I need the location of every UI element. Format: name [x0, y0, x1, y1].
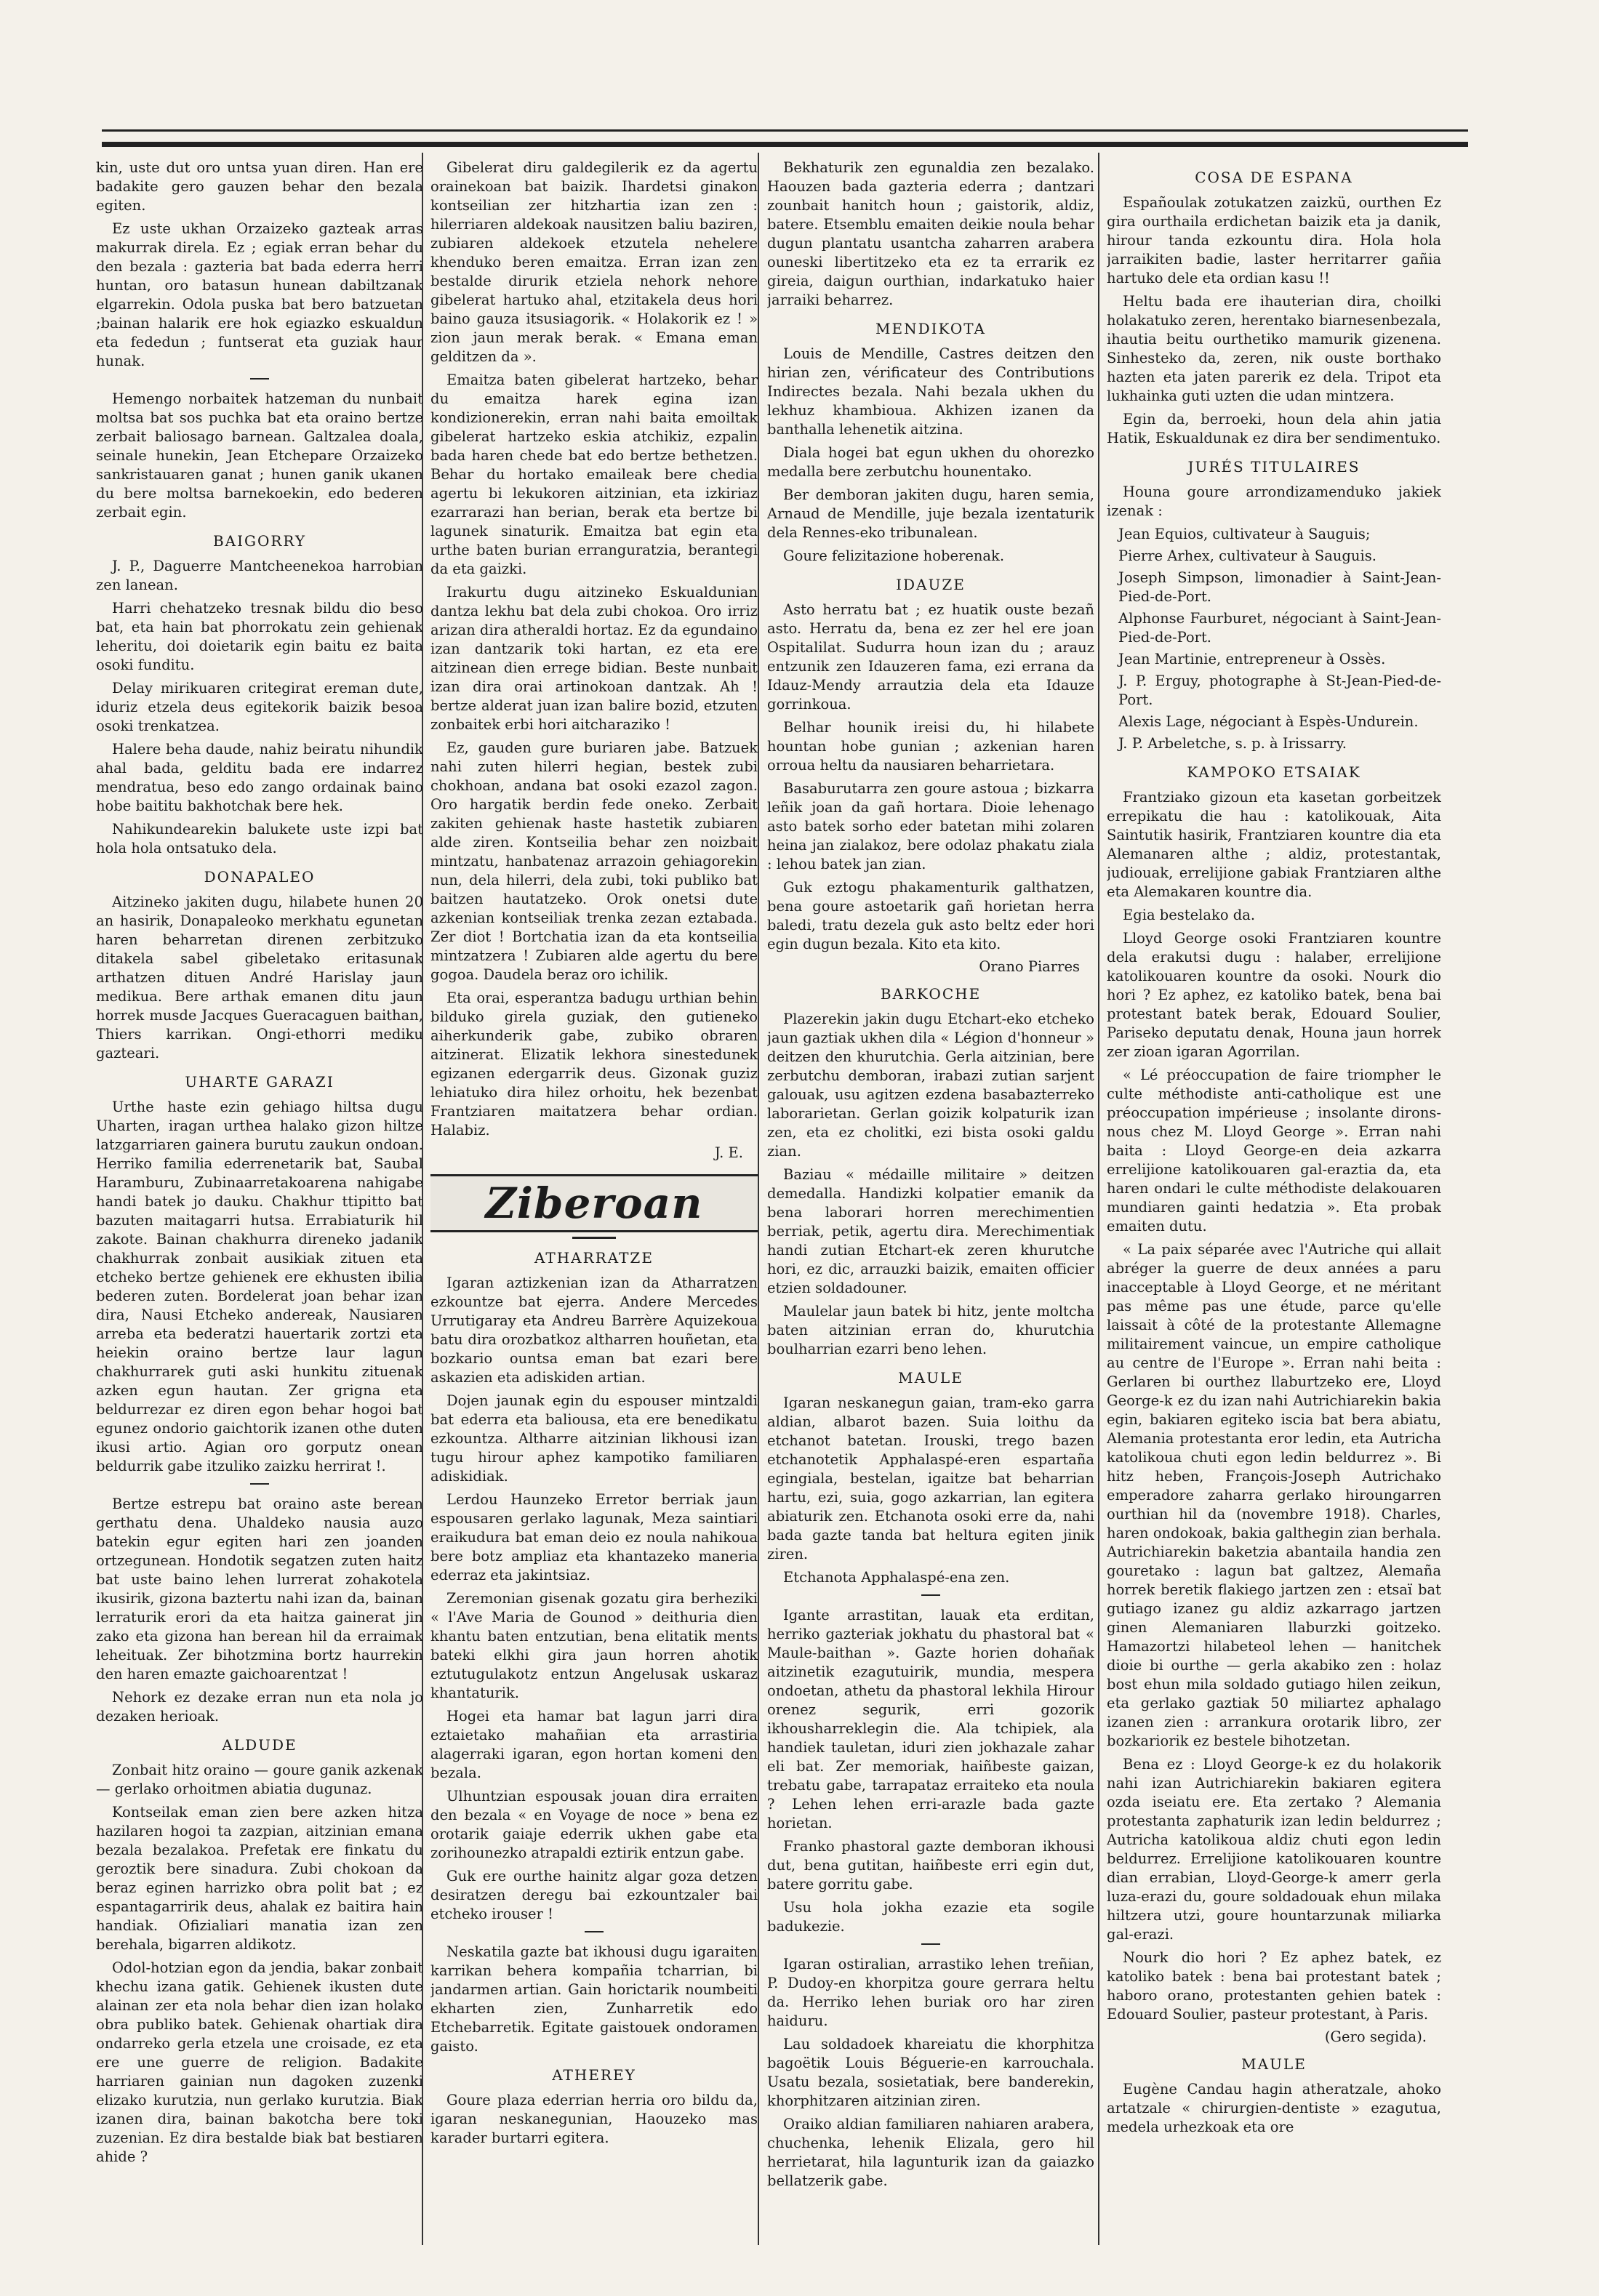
section-heading-jures: JURÉS TITULAIRES: [1187, 458, 1360, 475]
paragraph: Kontseilak eman zien bere azken hitza hazilaren hogoi ta zazpian, aitzinian emana bezala bezalakoa. Prefetak ere finkatu du geroztik bere sinadura. Zubi chokoan da beraz eginen harrizko obra polit bat ; ez espantagarririk deus, ahalak ez baitira hain handiak. Ofizialiari manatia izan zen berehala, bigarren aldikotz.: [96, 1804, 423, 1953]
paragraph: Ez, gauden gure buriaren jabe. Batzuek nahi zuten hilerri hegian, bestek zubi chokhoan, andana bat osoki ezazol zagon. Oro hargatik berdin fede oneko. Zerbait zakiten gehienak haste hastetik zubiaren alde ziren. Kontseilia behar zen noizbait mintzatu, hanbatenaz arrazoin gehiagorekin nun, dela hilerri, dela zubi, toki publiko bat baitzen hautatzeko. Orok onetsi dute azkenian kontseiliak trenka zezan eztabada. Zer diot ! Bortchatia izan da eta kontseilia mintzatzera ! Zubiaren alde agertu du bere gogoa. Daudela beraz oro ichilik.: [430, 739, 758, 983]
paragraph: Zeremonian gisenak gozatu gira berheziki « l'Ave Maria de Gounod » deithuria dien khantu baten entzutian, bena elitatik ments bateki elkhi gira jaun horren ahotik eztutugulakotz entzun Angelusak uskaraz khantaturik.: [430, 1590, 758, 1701]
header-rule: [102, 129, 1468, 147]
paragraph: Goure felizitazione hoberenak.: [783, 547, 1005, 564]
column-rule: [1098, 153, 1099, 2245]
section-heading-barkoche: BARKOCHE: [880, 985, 982, 1003]
column-3: [767, 158, 1094, 2252]
paragraph: Franko phastoral gazte demboran ikhousi dut, bena gutitan, haiñbeste erri egin dut, batere gorritu gabe.: [767, 1838, 1094, 1892]
paragraph: Halere beha daude, nahiz beiratu nihundik ahal bada, gelditu bada ere indarrez mendratua, beso edo zango ordainak baino hobe baititu bakhotchak bere hek.: [96, 741, 423, 814]
column-1: [96, 158, 423, 2252]
paragraph: Nahikundearekin balukete uste izpi bat hola hola ontsatuko dela.: [96, 821, 423, 856]
paragraph: Neskatila gazte bat ikhousi dugu igaraiten karrikan behera kompañia tcharrian, bi jandarmen artian. Gain horictarik noumbeiti ekharten zien, Zunharretik edo Etchebarretik. Egitate gaistouek ondoramen gaisto.: [430, 1943, 758, 2055]
column-rule: [758, 153, 759, 2245]
paragraph: Odol-hotzian egon da jendia, bakar zonbait khechu izana gatik. Gehienek ikusten dute alainan zer eta nola behar dien izan holako obra publiko batek. Gehienak ohartiak dira ondarreko gerla etzela une croisade, ez eta ere une guerre de religion. Badakite harriaren gainian nun dagoken zuzenki elizako kurutzia, nun gerlako kurutzia. Biak izanen dira, bainan bakotcha bere toki zuzenian. Ez dira bestalde biak bat bestiaren ahide ?: [96, 1959, 423, 2165]
paragraph: Bekhaturik zen egunaldia zen bezalako. Haouzen bada gazteria ederra ; dantzari zounbait hanitch houn ; gaistorik, aldiz, batere. Etsemblu emaiten deikie noula behar dugun plantatu usantcha zaharren arabera ouneski libertitzeko eta ez ta errarik ez gireia, daigun ourthian, indarkatuko haier jarraiki beharrez.: [767, 159, 1094, 308]
paragraph: Zonbait hitz oraino — goure ganik azkenak — gerlako orhoitmen abiatia dugunaz.: [96, 1762, 423, 1797]
paragraph: Nourk dio hori ? Ez aphez batek, ez katoliko batek : bena bai protestant batek ; haboro orano, protestanten gehien batek : Edouard Soulier, pasteur protestant, à Paris.: [1107, 1949, 1441, 2023]
section-heading-maule: MAULE: [898, 1369, 963, 1386]
paragraph: Egin da, berroeki, houn dela ahin jatia Hatik, Eskualdunak ez dira ber sendimentuko.: [1107, 411, 1441, 446]
jures-list: [1107, 525, 1441, 753]
paragraph: Españoulak zotukatzen zaizkü, ourthen Ez gira ourthaila erdichetan baizik eta ja danik, hirour tanda ezkountu dira. Hola hola jarraikiten badie, laster herritarrer gañia hartuko dele eta ordian kasu !!: [1107, 194, 1441, 286]
paragraph: Houna goure arrondizamenduko jakiek izenak :: [1107, 483, 1441, 519]
section-banner-ziberoan: [430, 1174, 758, 1232]
paragraph: Goure plaza ederrian herria oro bildu da, igaran neskanegunian, Haouzeko mas karader burtarri egitera.: [430, 2092, 758, 2146]
paragraph: Irakurtu dugu aitzineko Eskualdunian dantza lekhu bat dela zubi chokoa. Oro irriz arizan dira atheraldi hortaz. Ez da egundaino izan dantzarik toki hartan, ez eta ere aitzinean dien errege bidian. Beste nunbait izan dira orai artinokoan dantzak. Ah ! bertze alderat juan izan balire bozid, etzuten zonbaitek erbi hori aitcharaziko !: [430, 584, 758, 733]
section-heading-cosa-de-espana: COSA DE ESPANA: [1195, 169, 1353, 186]
list-item: Alexis Lage, négociant à Espès-Undurein.: [1118, 713, 1419, 730]
paragraph: Emaitza baten gibelerat hartzeko, behar du emaitza harek egina izan kondizionerekin, erran nahi baita emoiltak gibelerat hartzeko eskia atchikiz, ezpalin bada haren chede bat edo bertze bethetzen. Behar du hortako emaileak bere chedia agertu bi lekukoren aitzinian, eta izkiriaz ezarrarazi han berian, berak eta bertze bi lagunek sinaturik. Emaitza bat egin eta urthe baten burian erranguratzia, berantegi da eta gaizki.: [430, 372, 758, 577]
separator: [572, 1237, 616, 1239]
separator: [585, 1931, 604, 1932]
paragraph: Aitzineko jakiten dugu, hilabete hunen 20 an hasirik, Donapaleoko merkhatu egunetan haren beharretan direnen zerbitzuko ditakela sabel gibeletako eritasunak arthatzen dituen André Harislay jaun medikua. Bere arthak emanen ditu jaun horrek musde Jacques Gueracaguen baithan, Thiers karrikan. Ongi-ethorri mediku gazteari.: [96, 894, 423, 1061]
paragraph: Guk eztogu phakamenturik galthatzen, bena goure astoetarik gañ horietan herra baledi, tratu dezela guk asto beltz eder hori egin dugun bezala. Kito eta kito.: [767, 879, 1094, 952]
paragraph: Bertze estrepu bat oraino aste berean gerthatu dena. Uhaldeko nausia auzo batekin egur egiten hari zen joanden ortzegunean. Hondotik segatzen zuten haitz bat uste baino lehen lurrerat zohakotela ikusirik, gizona baztertu nahi izan da, bainan lerraturik erori da eta haitza gainerat jin zako eta gizona han berean hil da erraimak leheituak. Zer bihotzmina bortz haurrekin den haren emazte gaichoarentzat !: [96, 1496, 423, 1682]
paragraph: Gibelerat diru galdegilerik ez da agertu orainekoan bat baizik. Ihardetsi ginakon kontseilian zer hitzhartia izan zen : hilerriaren aldekoak nausitzen baliu baziren, zubiaren aldekoek etzutela nehelere khenduko beren emaitza. Erran izan zen bestalde dirurik etziela nehork nehore gibelerat hartuko ahal, etzitakela deus hori baino gauza itsusiagorik. « Holakorik ez ! » zion jaun merak berak. « Emana eman gelditzen da ».: [430, 159, 758, 365]
paragraph: Igaran ostiralian, arrastiko lehen treñian, P. Dudoy-en khorpitza goure gerrara heltu da. Herriko lehen buriak oro har ziren haiduru.: [767, 1956, 1094, 2029]
paragraph: Igante arrastitan, lauak eta erditan, herriko gazteriak jokhatu du phastoral bat « Maule-baithan ». Gazte horien dohañak aitzinetik ezagutuirik, mundia, mespera ondoetan, athetu da phastoral lekhila Hirour orenez segurik, erri gozorik ikhousharreklegin die. Ala tchipiek, ala handiek tauletan, iduri zien jokhazale zahar eli bat. Zer memoriak, haiñbeste gaizan, trebatu gabe, tarrapataz erraiteko eta noula ? Lehen lehen erri-arazle bada gazte horietan.: [767, 1607, 1094, 1831]
section-heading-maule-2: MAULE: [1241, 2055, 1307, 2073]
section-heading-mendikota: MENDIKOTA: [875, 320, 986, 337]
paragraph: Heltu bada ere ihauterian dira, choilki holakatuko zeren, herentako biarnesenbezala, ihautia beitu ourthetiko mamurik gizenena. Sinhesteko da, zeren, nik ouste borthako hazten eta jaten parerik ez dela. Tripot eta lukhainka guti uzten die udan mintzera.: [1107, 293, 1441, 404]
section-heading-uharte: UHARTE GARAZI: [185, 1073, 334, 1091]
separator: [921, 1594, 940, 1596]
paragraph: J. P., Daguerre Mantcheenekoa harrobian zen lanean.: [96, 558, 423, 593]
paragraph: Maulelar jaun batek bi hitz, jente moltcha baten aitzinian erran do, khurutchia boulharrian ezarri beno lehen.: [767, 1303, 1094, 1357]
paragraph: Eta orai, esperantza badugu urthian behin bilduko girela guziak, den gutieneko aiherkunderik gabe, zubiko obraren aitzinerat. Elizatik lekhora sinestedunek egizanen edergarrik deus. Gizonak guziz lehiatuko dira hilez orhoitu, hek bezenbat Frantziaren maitatzera behar ordian. Halabiz.: [430, 990, 758, 1139]
paragraph: Hogei eta hamar bat lagun jarri dira eztaietako mahañian eta arrastiria alagerraki igaran, egon hortan komeni den bezala.: [430, 1708, 758, 1781]
paragraph: Frantziako gizoun eta kasetan gorbeitzek errepikatu die hau : katolikouak, Aita Saintutik hasirik, Frantziaren kountre dia eta Alemanaren althe ; aldiz, protestantak, judiouak, errelijione gabiak Frantziaren althe eta Alemakaren kountre dia.: [1107, 789, 1441, 900]
section-heading-donapaleo: DONAPALEO: [204, 868, 316, 886]
column-2: [430, 158, 758, 2252]
paragraph: « Lé préoccupation de faire triompher le culte méthodiste anti-catholique est une préoccupation impérieuse ; insolante dirons-nous chez M. Lloyd George ». Erran nahi baita : Lloyd George-en deia azkarra errelijione katolikouaren gal-eraztia da, eta haren ondari le culte méthodiste delakouaren mundiaren gainti hedatzia ». Eta probak emaiten dutu.: [1107, 1067, 1441, 1235]
list-item: Joseph Simpson, limonadier à Saint-Jean-Pied-de-Port.: [1118, 569, 1441, 605]
paragraph: Delay mirikuaren critegirat ereman dute, iduriz etzela deus egitekorik baizik besoa osoki trenkatzea.: [96, 680, 423, 734]
list-item: J. P. Arbeletche, s. p. à Irissarry.: [1118, 735, 1347, 752]
paragraph: Baziau « médaille militaire » deitzen demedalla. Handizki kolpatier emanik da bena laborari horren merechimentien berriak, petik, agertu dira. Merechimentiak handi zutian Etchart-ek zeren khurutche hori, ez dic, arrauzki baizik, emaiten officier etzien soldadouner.: [767, 1166, 1094, 1296]
paragraph: Ber demboran jakiten dugu, haren semia, Arnaud de Mendille, juje bezala izentaturik dela Rennes-eko tribunalean.: [767, 486, 1094, 541]
banner-title: Ziberoan: [485, 1179, 703, 1228]
paragraph: Ulhuntzian espousak jouan dira erraiten den bezala « en Voyage de noce » bena ez orotarik gaiaje ederrik ukhen gabe eta zorihounezko atrapaldi eztirik entzun gabe.: [430, 1788, 758, 1861]
list-item: Alphonse Faurburet, négociant à Saint-Jean-Pied-de-Port.: [1118, 610, 1441, 646]
paragraph: kin, uste dut oro untsa yuan diren. Han ere badakite gero gauzen behar den bezala egiten.: [96, 159, 423, 214]
paragraph: Lau soldadoek khareiatu die khorphitza bagoëtik Louis Béguerie-en karrouchala. Usatu bezala, sosietatiak, bere banderekin, khorphitzaren aitzinian ziren.: [767, 2036, 1094, 2109]
section-heading-atherey: ATHEREY: [552, 2066, 636, 2084]
list-item: J. P. Erguy, photographe à St-Jean-Pied-de-Port.: [1118, 673, 1441, 708]
list-item: Pierre Arhex, cultivateur à Sauguis.: [1118, 547, 1376, 564]
paragraph: Etchanota Apphalaspé-ena zen.: [783, 1569, 1010, 1586]
paragraph: Oraiko aldian familiaren nahiaren arabera, chuchenka, lehenik Elizala, gero hil herrietarat, hila lagunturik izan da gaiazko bellatzerik gabe.: [767, 2116, 1094, 2189]
section-heading-atharratze: ATHARRATZE: [534, 1249, 654, 1267]
paragraph: Guk ere ourthe hainitz algar goza detzen desiratzen deregu bai ezkountzaler bai etcheko irouser !: [430, 1868, 758, 1922]
paragraph: Louis de Mendille, Castres deitzen den hirian zen, vérificateur des Contributions Indirectes bezala. Nahi bezala ukhen du lekhuz khambioua. Akhizen izanen da banthalla lehenetik aitzina.: [767, 345, 1094, 438]
paragraph: Lerdou Haunzeko Erretor berriak jaun espousaren gerlako lagunak, Meza saintiari eraikudura bat eman deio ez noula nahikoua bere botz ampliaz eta khantazeko maneria ederraz eta jakintsiaz.: [430, 1491, 758, 1583]
signature: Orano Piarres: [979, 958, 1080, 975]
paragraph: Egia bestelako da.: [1123, 907, 1256, 923]
paragraph: Ez uste ukhan Orzaizeko gazteak arras makurrak direla. Ez ; egiak erran behar du den bezala : gazteria bat bada ederra herri huntan, oro batasun hunean dabiltzanak elgarrekin. Odola puska bat bero batzuetan ;bainan halarik ere hok egiazko eskualdun eta fededun ; funtserat eta guziak haur hunak.: [96, 220, 423, 369]
paragraph: Plazerekin jakin dugu Etchart-eko etcheko jaun gaztiak ukhen dila « Légion d'honneur » deitzen den khurutchia. Gerla aitzinian, bere zerbutchu demboran, irabazi zutian sarjent galouak, usu agitzen ezdena basabazterreko laborarietan. Gerlan goizik kolpaturik izan zen, eta ez cholitki, ezi bista osoki galdu zian.: [767, 1011, 1094, 1160]
paragraph: Diala hogei bat egun ukhen du ohorezko medalla bere zerbutchu hounentako.: [767, 444, 1094, 480]
paragraph: Usu hola jokha ezazie eta sogile badukezie.: [767, 1899, 1094, 1935]
list-item: Jean Equios, cultivateur à Sauguis;: [1118, 526, 1371, 542]
column-4: [1107, 158, 1441, 2252]
paragraph: Dojen jaunak egin du espouser mintzaldi bat ederra eta baliousa, eta ere benedikatu ezkountza. Altharre aitzinian likhousi izan tugu hirour aphez kampotiko familiaren adiskidiak.: [430, 1392, 758, 1485]
signature: J. E.: [714, 1144, 743, 1161]
paragraph: Lloyd George osoki Frantziaren kountre dela erakutsi dugu : halaber, errelijione katolikouaren kountre da osoki. Nourk dio hori ? Ez aphez, ez katoliko batek, bena bai protestant batek berak, Edouard Soulier, Pariseko deputatu denak, Houna jaun horrek zer zioan igaran Agorrilan.: [1107, 930, 1441, 1060]
continued-note: (Gero segida).: [1324, 2028, 1427, 2045]
separator: [250, 378, 269, 380]
paragraph: Harri chehatzeko tresnak bildu dio beso bat, eta hain bat phorrokatu zein gehienak leheritu, doi doietarik egin baitu ez baita osoki funditu.: [96, 600, 423, 673]
section-heading-aldude: ALDUDE: [222, 1736, 297, 1754]
paragraph: Nehork ez dezake erran nun eta nola jo dezaken herioak.: [96, 1689, 423, 1725]
list-item: Jean Martinie, entrepreneur à Ossès.: [1118, 651, 1386, 667]
paragraph: Eugène Candau hagin atheratzale, ahoko artatzale « chirurgien-dentiste » ezagutua, medela urhezkoak eta ore: [1107, 2081, 1441, 2135]
paragraph: Basaburutarra zen goure astoua ; bizkarra leñik joan da gañ hortara. Dioie lehenago asto batek sorho eder batetan mihi zolaren heina jan zialakoz, bere odolaz phakatu ziala : lehou batek jan zian.: [767, 780, 1094, 872]
paragraph: Igaran aztizkenian izan da Atharratzen ezkountze bat ejerra. Andere Mercedes Urrutigaray eta Andreu Barrère Aquizekoua batu dira orozbatkoz altharren houñetan, eta bozkario ountsa eman bat ezari bere askazien eta adiskiden artian.: [430, 1275, 758, 1386]
separator: [250, 1483, 269, 1485]
paragraph: Hemengo norbaitek hatzeman du nunbait moltsa bat sos puchka bat eta oraino bertze zerbait baliosago barnean. Galtzalea doala, seinale hunekin, Jean Etchepare Orzaizeko sankristauaren ganat ; hunen ganik ukanen du bere moltsa barnekoekin, edo bederen zerbait egin.: [96, 390, 423, 521]
paragraph: Bena ez : Lloyd George-k ez du holakorik nahi izan Autrichiarekin bakiaren egitera ozda iseiatu ere. Eta zertako ? Alemania protestanta zaphaturik izan ledin beldurrez ; Autricha katolikoua aldiz chuti egon ledin beldurrez. Errelijione katolikouaren kountre dian errabian, Lloyd-George-k amerr gerla luza-erazi du, goure soldadouak ehun milaka hiltzera utzi, goure hountarzunak miliarka gal-erazi.: [1107, 1756, 1441, 1943]
section-heading-kampoko: KAMPOKO ETSAIAK: [1187, 763, 1361, 781]
section-heading-baigorry: BAIGORRY: [212, 532, 307, 550]
paragraph: Belhar hounik ireisi du, hi hilabete hountan hobe gunian ; azkenian haren orroua heltu da nausiaren beharrietara.: [767, 719, 1094, 774]
paragraph: Urthe haste ezin gehiago hiltsa dugu Uharten, iragan urthea halako gizon hiltze latzgarriaren gainera burutu zaukun ondoan. Herriko familia ederrenetarik bat, Saubal Haramburu, Zubinaarretakoarena nahigabe handi batek jo dauku. Chakhur ttipitto bat bazuten maitagarri hutsa. Errabiaturik hil zakote. Bainan chakhurra direneko jadanik chakhurrak zonbait ausikiak zituen eta etcheko bertze gehienek ere ekhusten ibilia bederen zuten. Bordelerat joan behar izan dira, Nausi Etcheko andereak, Nausiaren arreba eta bederatzi hauertarik zortzi eta heiekin oraino bertze laur lagun chakhurrarek guti aski hunkitu zituenak azken egun hautan. Zer grigna eta beldurrezar ez diren egon behar hogoi bat egunez ondorio gaichtorik izanen othe duten ikusi artio. Agian oro gorputz onean beldurrik gabe itzuliko zaizku herrirat !.: [96, 1099, 423, 1474]
section-heading-idauze: IDAUZE: [896, 576, 966, 593]
paragraph: Asto herratu bat ; ez huatik ouste bezañ asto. Herratu da, bena ez zer hel ere joan Ospitalilat. Sudurra houn izan du ; arauz entzunik zen Idauzeren fama, ezi errana da Idauz-Mendy arrautzia dela eta Idauze gorrinkoua.: [767, 601, 1094, 713]
paragraph: Igaran neskanegun gaian, tram-eko garra aldian, albarot bazen. Suia loithu da etchanot batetan. Irouski, trego bazen etchanotetik Apphalaspé-eren espartaña egingiala, bestelan, igaitze bat beharrian hartu, ezi, suia, gogo azkarrian, lan egitera abiaturik zen. Etchanota osoki erre da, nahi bada gazte tanda bat heltura egiten jinik ziren.: [767, 1394, 1094, 1562]
paragraph: « La paix séparée avec l'Autriche qui allait abréger la guerre de deux années a paru inacceptable à Lloyd George, et ne méritant pas même pas une étude, parce qu'elle laissait à côté de la protestante Allemagne militairement vaincue, un empire catholique au centre de l'Europe ». Erran nahi beita : Gerlaren bi ourthez llaburtzeko ere, Lloyd George-k ez du izan nahi Autrichiarekin bakia egin, bakiaren egiteko iscia bat bera abiatu, Alemania protestanta eror ledin, eta Autricha katolikoua chuti egon ledin beldurrez ». Bi hitz heben, François-Joseph Autrichako emperadore zaharra gerlako hiroungarren ourthian hil da (novembre 1918). Charles, haren ondokoak, bakia galthegin zian berhala. Autrichiarekin baketzia abantaila handia zen gouretako : lagun bat galtzez, Alemaña horrek beretik flakiego jartzen zen : etsaï bat gutiago izanez gu aldiz azkarrago jartzen ginen Alemaniaren llaburzki goitzeko. Hamazortzi hilabeteol lehen — hanitchek dioie bi ourthe — gerla akabiko zen : holaz bost ehun mila soldado gutiago hilen zeikun, eta gerlako gaztiak 50 miliartez aphalago izanen zien : arrankura orotarik libro, zer bozkariorik ez bestele bihotzetan.: [1107, 1241, 1441, 1749]
separator: [921, 1943, 940, 1945]
